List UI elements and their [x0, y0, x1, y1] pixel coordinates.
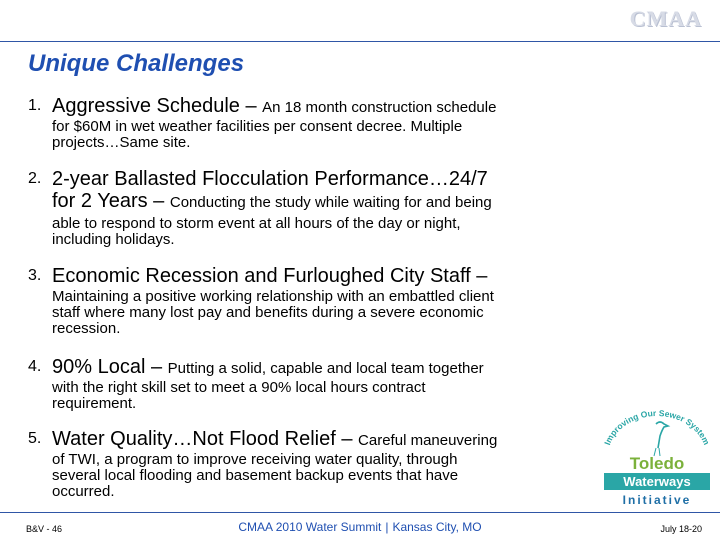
item-heading-detail: Putting a solid, capable and local team together	[167, 360, 484, 377]
item-body-line: occurred.	[52, 483, 115, 500]
slide-number: B&V - 46	[26, 524, 63, 534]
item-body	[52, 289, 612, 337]
slide-title: Unique Challenges	[28, 50, 245, 77]
header-divider	[0, 41, 720, 42]
item-body-line: requirement.	[52, 395, 137, 412]
item-heading-continued: for 2 Years –	[52, 190, 170, 212]
item-heading: Economic Recession and Furloughed City Staff –	[52, 265, 488, 287]
event-name: CMAA 2010 Water Summit	[238, 520, 382, 534]
item-heading-line2	[52, 190, 612, 214]
item-body-line: with the right skill set to meet a 90% local hours contract	[52, 379, 426, 396]
item-body-line: projects…Same site.	[52, 134, 191, 151]
item-body-line: able to respond to storm event at all hours of the day or night,	[52, 215, 461, 232]
item-lead	[52, 265, 612, 287]
toledo-waterways-initiative-logo	[598, 402, 716, 512]
item-body-line: staff where many lost pay and benefits during a severe economic	[52, 304, 484, 321]
item-body	[52, 380, 612, 412]
item-body	[52, 119, 612, 151]
item-body-line: including holidays.	[52, 231, 175, 248]
item-number: 3.	[28, 267, 42, 284]
item-heading: 2-year Ballasted Flocculation Performance…24/7	[52, 168, 488, 190]
item-heading: Aggressive Schedule –	[52, 95, 263, 117]
logo-arc-text: Improving Our Sewer System	[602, 407, 712, 447]
event-location: Kansas City, MO	[392, 520, 482, 534]
item-body	[52, 452, 612, 500]
footer-divider	[0, 512, 720, 513]
item-body-line: for $60M in wet weather facilities per consent decree. Multiple	[52, 118, 463, 135]
item-number: 1.	[28, 97, 42, 114]
logo-band-text: Waterways	[623, 474, 691, 489]
item-lead	[52, 95, 612, 119]
item-body-line: Maintaining a positive working relationship with an embattled client	[52, 288, 494, 305]
item-heading-detail: Conducting the study while waiting for and being	[169, 194, 492, 211]
item-lead	[52, 428, 612, 452]
logo-sub-text: Initiative	[622, 493, 692, 507]
footer-separator: |	[385, 520, 389, 534]
item-number: 5.	[28, 430, 42, 447]
item-lead	[52, 356, 612, 380]
cmaa-logo: CMAA	[629, 6, 702, 31]
item-body-line: several local flooding and basement backup events that have	[52, 467, 459, 484]
heron-icon	[654, 422, 668, 456]
item-body-line: recession.	[52, 320, 121, 337]
logo-brand: Toledo	[629, 454, 685, 473]
event-footer	[0, 520, 720, 534]
item-heading-detail: An 18 month construction schedule	[262, 99, 497, 116]
item-heading: 90% Local –	[52, 356, 168, 378]
item-heading-detail: Careful maneuvering	[358, 432, 498, 449]
event-dates: July 18-20	[660, 524, 702, 534]
item-heading: Water Quality…Not Flood Relief –	[52, 428, 359, 450]
item-body-line: of TWI, a program to improve receiving water quality, through	[52, 451, 458, 468]
item-number: 4.	[28, 358, 42, 375]
item-lead	[52, 168, 612, 214]
item-body	[52, 216, 612, 248]
item-number: 2.	[28, 170, 42, 187]
